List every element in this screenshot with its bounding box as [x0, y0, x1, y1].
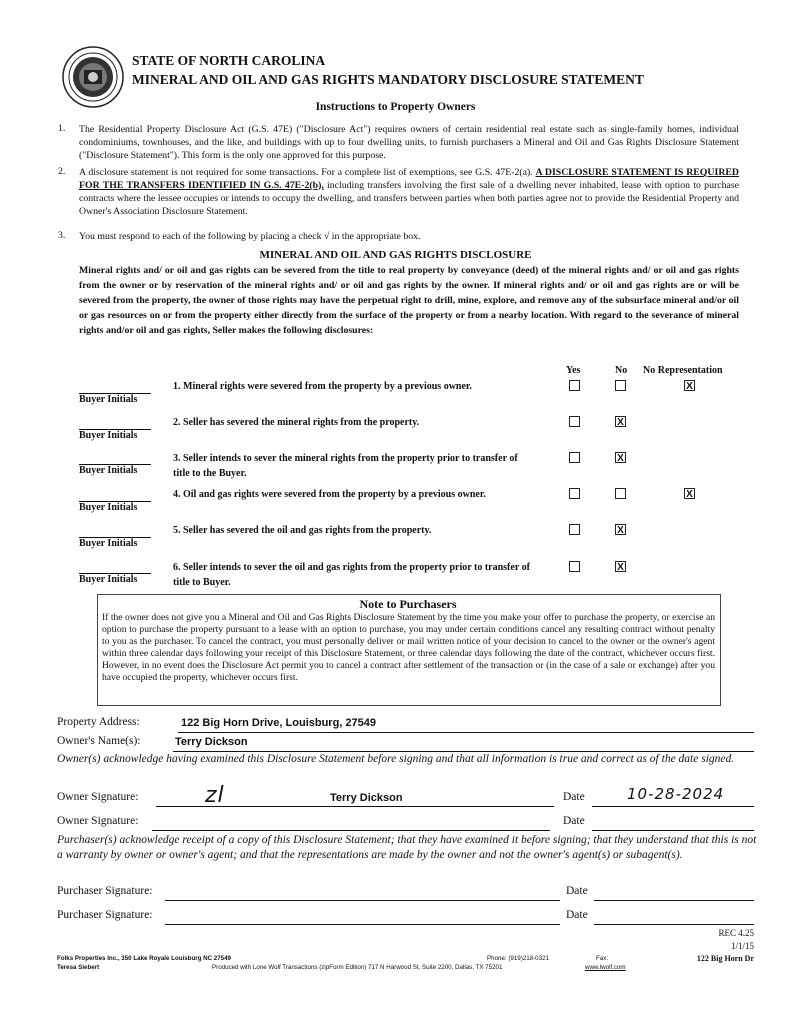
owner-date-line [592, 805, 754, 807]
checkbox-no[interactable]: X [615, 416, 626, 427]
property-address-field[interactable]: 122 Big Horn Drive, Louisburg, 27549 [181, 717, 377, 729]
checkbox-no[interactable]: X [615, 452, 626, 463]
instruction-number-3: 3. [58, 230, 66, 241]
question-text: 2. Seller has severed the mineral rights from the property. [173, 417, 420, 428]
purchaser-signature-1-label: Purchaser Signature: [57, 885, 153, 897]
form-revision: 1/1/15 [730, 941, 754, 951]
buyer-initials-label: Buyer Initials [79, 574, 138, 585]
checkbox-no-representation[interactable]: X [684, 488, 695, 499]
disclosure-intro: Mineral rights and/ or oil and gas rights can be severed from the title to real property by conveyance (deed) of the mineral rights and/ or oil and gas rights from the owner or by reservation of the mineral rights and/ or oil and gas rights by the owner. If mineral rights and/ or oil and gas rights are or will be severed from the property, the owner of those rights may have the perpetual right to drill, mine, explore, and remove any of the subsurface mineral and/or oil or gas resources on or from the property either directly from the surface of the property or from a nearby location. With regard to the severance of mineral rights and/or oil and gas rights, Seller makes the following disclosures: [79, 265, 739, 336]
owner-date-2-label: Date [563, 815, 585, 827]
form-title: MINERAL AND OIL AND GAS RIGHTS MANDATORY DISCLOSURE STATEMENT [132, 72, 644, 87]
purchaser-date-1-line[interactable] [594, 899, 754, 901]
checkbox-yes[interactable] [569, 380, 580, 391]
note-body: If the owner does not give you a Mineral and Oil and Gas Rights Disclosure Statement by the time you make your offer to purchase the property, or exercise an option to purchase the property pursuant to a lease with an option to purchase, you may under certain conditions cancel any resulting contract without penalty to you as the purchaser. To cancel the contract, you must personally deliver or mail written notice of your decision to cancel to the owner or the owner's agent within three calendar days following your receipt of this Disclosure Statement, or three calendar days following the date of the contract, whichever occurs first. However, in no event does the Disclosure Act permit you to cancel a contract after settlement of the transaction or (in the case of a sale or exchange) after you have occupied the property, whichever occurs first. [102, 612, 715, 684]
footer-company: Folks Properties Inc., 350 Lake Royale Louisburg NC 27549 [57, 955, 232, 962]
footer-agent: Teresa Siebert [57, 964, 100, 971]
purchaser-signature-1-line[interactable] [165, 899, 560, 901]
owner-signature-name: Terry Dickson [330, 792, 403, 804]
form-reference: 122 Big Horn Dr [696, 954, 754, 963]
purchaser-date-2-line[interactable] [594, 923, 754, 925]
purchaser-signature-2-label: Purchaser Signature: [57, 909, 153, 921]
instruction-item-1: The Residential Property Disclosure Act (G.S. 47E) ("Disclosure Act") requires owners of certain residential real estate such as single-family homes, individual condominiums, townhouses, and the like, and buildings with up to four dwelling units, to furnish purchasers a Mineral and Oil and Gas Rights Disclosure Statement ("Disclosure Statement"). This form is the only one approved for this purpose. [79, 124, 739, 161]
state-seal-icon [62, 46, 124, 108]
buyer-initials-label: Buyer Initials [79, 538, 138, 549]
checkbox-no[interactable] [615, 488, 626, 499]
question-text: 6. Seller intends to sever the oil and gas rights from the property prior to transfer of title to Buyer. [173, 562, 530, 588]
owner-date-label: Date [563, 791, 585, 803]
purchaser-date-1-label: Date [566, 885, 588, 897]
instruction-2-part-a: A disclosure statement is not required for some transactions. For a complete list of exemptions, see G.S. 47E-2(a). [79, 167, 536, 178]
instruction-item-3: You must respond to each of the following by placing a check √ in the appropriate box. [79, 231, 421, 242]
checkbox-no[interactable]: X [615, 524, 626, 535]
property-address-line [178, 731, 754, 733]
buyer-initials-label: Buyer Initials [79, 394, 138, 405]
owner-date-2-line[interactable] [592, 829, 754, 831]
checkbox-yes[interactable] [569, 416, 580, 427]
owner-acknowledgement: Owner(s) acknowledge having examined this Disclosure Statement before signing and that all information is true and correct as of the date signed. [57, 753, 735, 765]
purchaser-signature-2-line[interactable] [165, 923, 560, 925]
question-text: 4. Oil and gas rights were severed from the property by a previous owner. [173, 489, 486, 500]
form-code: REC 4.25 [718, 928, 754, 938]
instruction-2-part-c: including transfers involving the first sale of a dwelling never inhabited, lease with option to purchase contracts where the lessee occupies or intends to occupy the dwelling, and transfers between parties when both parties agree not to provide the Residential Property and Owner's Association Disclosure Statement. [79, 180, 740, 217]
owner-signature-mark[interactable]: zl [205, 783, 225, 808]
note-title: Note to Purchasers [359, 597, 457, 611]
owner-signature-2-line[interactable] [152, 829, 550, 831]
checkbox-yes[interactable] [569, 452, 580, 463]
column-no-representation: No Representation [643, 365, 723, 376]
instruction-item-2 [79, 166, 739, 218]
owners-name-field[interactable]: Terry Dickson [175, 736, 248, 748]
buyer-initials-label: Buyer Initials [79, 502, 138, 513]
owner-date-field[interactable]: 10-28-2024 [627, 785, 725, 803]
purchaser-acknowledgement: Purchaser(s) acknowledge receipt of a copy of this Disclosure Statement; that they have examined it before signing; that they understand that this is not a warranty by owner or owner's agent; and that the representations are made by the owner and not the owner's agent(s) or subagent(s). [57, 834, 757, 861]
footer-url[interactable]: www.lwolf.com [585, 964, 626, 971]
question-text: 5. Seller has severed the oil and gas rights from the property. [173, 525, 432, 536]
form-state-title: STATE OF NORTH CAROLINA [132, 53, 326, 68]
checkbox-yes[interactable] [569, 524, 580, 535]
checkbox-no[interactable] [615, 380, 626, 391]
owners-name-label: Owner's Name(s): [57, 735, 141, 747]
property-address-label: Property Address: [57, 716, 140, 728]
question-text: 1. Mineral rights were severed from the property by a previous owner. [173, 381, 472, 392]
buyer-initials-label: Buyer Initials [79, 465, 138, 476]
column-yes: Yes [566, 365, 581, 376]
instructions-title: Instructions to Property Owners [315, 101, 476, 113]
column-no: No [615, 365, 628, 376]
purchaser-date-2-label: Date [566, 909, 588, 921]
instruction-number-2: 2. [58, 166, 66, 177]
question-text: 3. Seller intends to sever the mineral rights from the property prior to transfer of title to the Buyer. [173, 453, 518, 479]
footer-phone: Phone: (919)218-0321 [487, 955, 549, 962]
checkbox-no-representation[interactable]: X [684, 380, 695, 391]
checkbox-yes[interactable] [569, 488, 580, 499]
footer-fax: Fax: [596, 955, 609, 962]
owner-signature-2-label: Owner Signature: [57, 815, 139, 827]
checkbox-no[interactable]: X [615, 561, 626, 572]
instruction-number-1: 1. [58, 123, 66, 134]
owner-signature-label: Owner Signature: [57, 791, 139, 803]
instruction-2-emphasis: A DISCLOSURE STATEMENT IS REQUIRED FOR THE TRANSFERS IDENTIFIED IN G.S. 47E-2(b), [79, 167, 739, 191]
disclosure-title: MINERAL AND OIL AND GAS RIGHTS DISCLOSURE [259, 249, 532, 261]
footer-produced: Produced with Lone Wolf Transactions (zipForm Edition) 717 N Harwood St, Suite 2200, Dallas, TX 75201 [212, 964, 503, 971]
checkbox-yes[interactable] [569, 561, 580, 572]
buyer-initials-label: Buyer Initials [79, 430, 138, 441]
